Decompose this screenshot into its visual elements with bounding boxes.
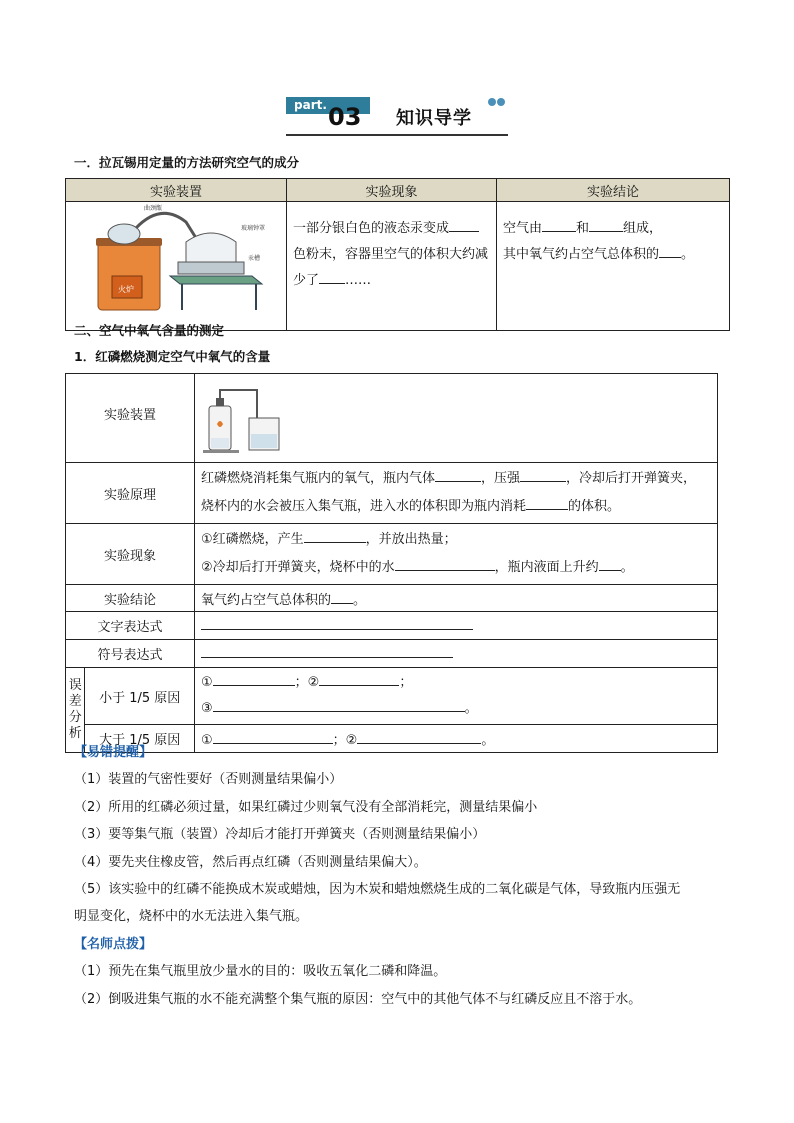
row-label-less-than: 小于 1/5 原因 [85, 668, 195, 725]
teacher-item: （1）预先在集气瓶里放少量水的目的：吸收五氧化二磷和降温。 [74, 964, 447, 979]
tip-item: （3）要等集气瓶（装置）冷却后才能打开弹簧夹（否则测量结果偏小） [74, 827, 486, 842]
trough-label: 汞槽 [248, 255, 261, 262]
lavoisier-apparatus-cell [66, 202, 287, 331]
section2-table [65, 373, 718, 753]
tip-item: （1）装置的气密性要好（否则测量结果偏小） [74, 772, 343, 787]
more-than-reasons: ① ；② 。 [195, 725, 718, 753]
blank [319, 271, 345, 284]
principle-text: 红磷燃烧消耗集气瓶内的氧气，瓶内气体 ，压强 ，冷却后打开弹簧夹， 烧杯内的水会被压入集气瓶，进入水的体积即为瓶内消耗 的体积。 [195, 463, 718, 524]
symbol-equation-blank [195, 640, 718, 668]
tip-item: （2）所用的红磷必须过量，如果红磷过少则氧气没有全部消耗完，测量结果偏小 [74, 800, 538, 815]
row-label-word-equation: 文字表达式 [66, 612, 195, 640]
blank [449, 219, 479, 232]
row-label-phenomenon: 实验现象 [66, 524, 195, 585]
row-label-more-than: 大于 1/5 原因 [85, 725, 195, 753]
blank [213, 699, 465, 712]
phenomenon-text: ①红磷燃烧，产生 ，并放出热量； ②冷却后打开弹簧夹，烧杯中的水 ，瓶内液面上升约 。 [195, 524, 718, 585]
row-label-apparatus: 实验装置 [66, 374, 195, 463]
blank [542, 219, 576, 232]
blank [304, 530, 366, 543]
blank [331, 591, 353, 604]
part-number: 03 [328, 103, 362, 131]
blank [435, 469, 481, 482]
row-label-conclusion: 实验结论 [66, 585, 195, 612]
tips-heading: 【易错提醒】 [74, 745, 153, 760]
tip-item: （4）要先夹住橡皮管，然后再点红磷（否则测量结果偏大）。 [74, 855, 427, 870]
phosphorus-apparatus-image [199, 376, 289, 456]
blank [520, 469, 566, 482]
blank [357, 731, 481, 744]
less-than-reasons: ① ；② ； ③ 。 [195, 668, 718, 725]
phosphorus-apparatus-cell [195, 374, 718, 463]
row-label-symbol-equation: 符号表达式 [66, 640, 195, 668]
tip-item: （5）该实验中的红磷不能换成木炭或蜡烛，因为木炭和蜡烛燃烧生成的二氧化碳是气体，导致瓶内压强无 [74, 882, 681, 897]
section2-subtitle: 1．红磷燃烧测定空气中氧气的含量 [74, 349, 271, 364]
teacher-item: （2）倒吸进集气瓶的水不能充满整个集气瓶的原因：空气中的其他气体不与红磷反应且不溶于水。 [74, 992, 642, 1007]
section2-title: 二、空气中氧气含量的测定 [74, 323, 225, 338]
row-label-error-analysis: 误差分析 [66, 668, 85, 753]
retort-label: 曲颈甑 [144, 205, 163, 212]
blank [319, 673, 399, 686]
col-header-apparatus: 实验装置 [66, 179, 287, 202]
blank [659, 245, 681, 258]
bell-jar-label: 玻璃钟罩 [241, 225, 266, 232]
col-header-conclusion: 实验结论 [497, 179, 730, 202]
row-label-principle: 实验原理 [66, 463, 195, 524]
col-header-phenomenon: 实验现象 [287, 179, 497, 202]
blank [213, 673, 295, 686]
tip-item: 明显变化，烧杯中的水无法进入集气瓶。 [74, 909, 309, 924]
section1-conclusion: 空气由 和 组成， 其中氧气约占空气总体积的 。 [497, 202, 730, 331]
blank [526, 497, 568, 510]
word-equation-blank [195, 612, 718, 640]
lavoisier-apparatus-image [66, 202, 286, 314]
blank [395, 558, 495, 571]
teacher-heading: 【名师点拨】 [74, 937, 153, 952]
conclusion-text: 氧气约占空气总体积的 。 [195, 585, 718, 612]
page-title: 知识导学 [396, 108, 472, 129]
decor-dots-icon [488, 95, 506, 110]
blank [213, 731, 333, 744]
blank [589, 219, 623, 232]
section1-phenomenon: 一部分银白色的液态汞变成色粉末，容器里空气的体积大约减少了 …… [287, 202, 497, 331]
section1-table [65, 178, 730, 331]
section1-title: 一．拉瓦锡用定量的方法研究空气的成分 [74, 155, 300, 170]
furnace-label: 火炉 [118, 285, 134, 294]
blank [599, 558, 621, 571]
part-label: part. [286, 97, 370, 114]
title-underline [286, 134, 508, 136]
part-badge [286, 97, 368, 131]
